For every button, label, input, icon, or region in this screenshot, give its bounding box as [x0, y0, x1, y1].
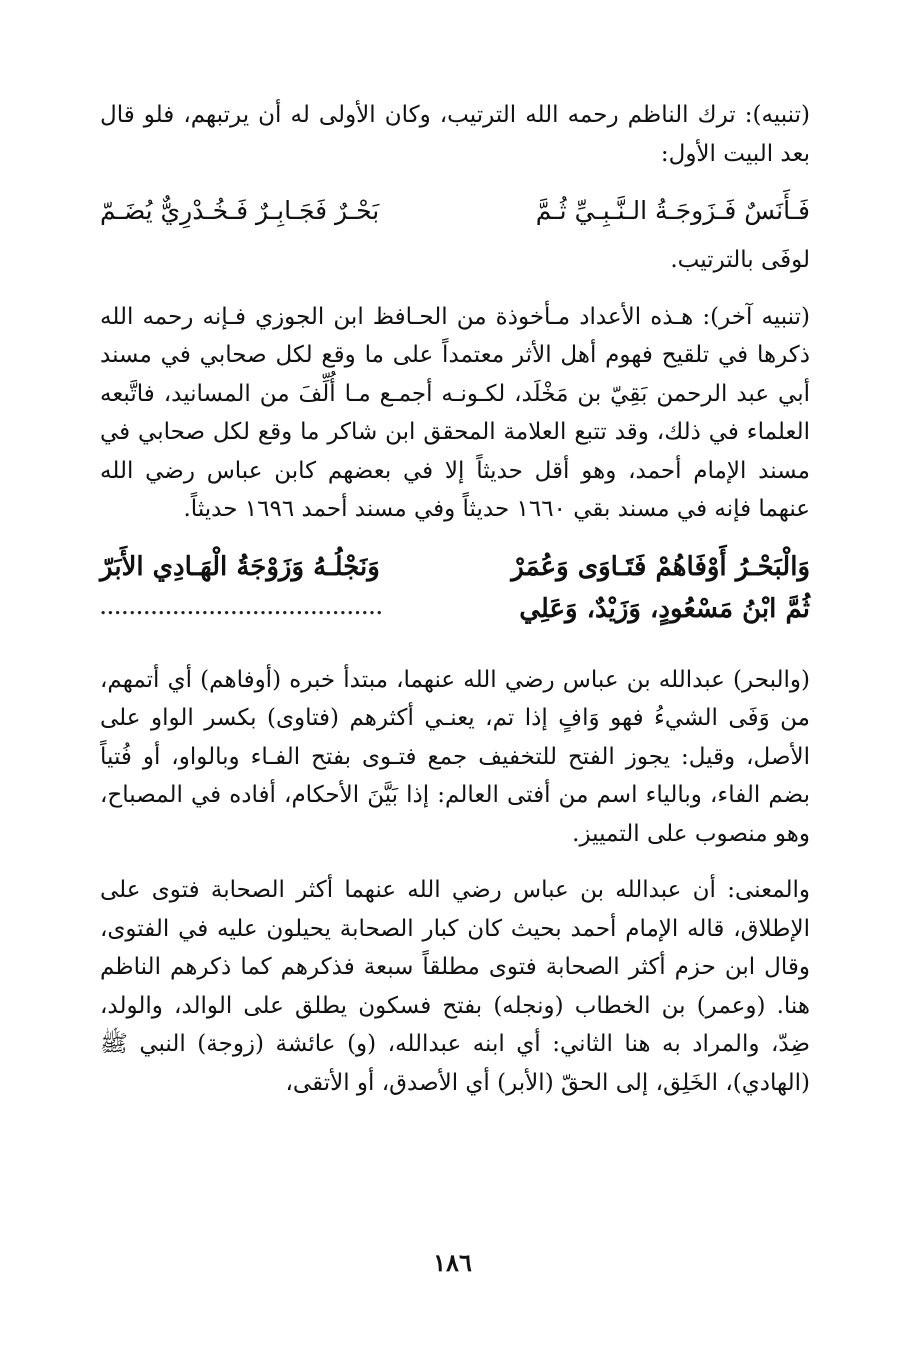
- poem-first-hemistich: وَالْبَحْـرُ أَوْفَاهُمْ فَتَـاوَى وَعُمَرْ: [511, 551, 810, 582]
- page-body: [100, 96, 810, 1120]
- poem-verse-line-2: [100, 587, 810, 631]
- second-note-paragraph: (تنبيه آخر): هـذه الأعداد مـأخوذة من الحـافظ ابن الجوزي فـإنه رحمه الله ذكرها في تلقيح فهوم أهل الأثر معتمداً على ما وقع لكل صحابي في مسند أبي عبد الرحمن بَقِيّ بن مَخْلَد، لكـونـه أجمـع مـا أُلِّفَ من المسانيد، فاتَّبعه العلماء في ذلك، وقد تتبع العلامة المحقق ابن شاكر ما وقع لكل صحابي في مسند الإمام أحمد، وهو أقل حديثاً إلا في بعضهم كابن عباس رضي الله عنهما فإنه في مسند بقي ١٦٦٠ حديثاً وفي مسند أحمد ١٦٩٦ حديثاً.: [100, 303, 810, 522]
- note-conclusion: لوفَى بالترتيب.: [670, 247, 810, 273]
- verse-first-hemistich: فَـأَنَسٌ فَـزَوجَـةُ الـنَّـبِـيِّ ثُـمَّ: [535, 196, 810, 225]
- verse-second-hemistich: بَحْـرٌ فَجَـابِـرٌ فَـخُـدْرِيٌّ يُضَـمّ: [100, 196, 380, 225]
- verse-line: [100, 191, 810, 231]
- note-paragraph: (تنبيه): ترك الناظم رحمه الله الترتيب، وكان الأولى له أن يرتبهم، فلو قال بعد البيت الأول:: [100, 102, 810, 167]
- meaning-paragraph: والمعنى: أن عبدالله بن عباس رضي الله عنهما أكثر الصحابة فتوى على الإطلاق، قاله الإمام أحمد بحيث كان كبار الصحابة يحيلون عليه في الفتوى، وقال ابن حزم أكثر الصحابة فتوى مطلقاً سبعة فذكرهم كما ذكرهم الناظم هنا. (وعمر) بن الخطاب (ونجله) بفتح فسكون يطلق على الوالد، والولد، ضِدّ، والمراد به هنا الثاني: أي ابنه عبدالله، (و) عائشة (زوجة) النبي ﷺ (الهادي)، الخَلِق، إلى الحقّ (الأبر) أي الأصدق، أو الأتقى،: [100, 877, 810, 1096]
- page-number: ١٨٦: [433, 1248, 472, 1277]
- poem-second-hemistich: وَنَجْلُـهُ وَزَوْجَةُ الْهَـادِي الأَبَرّ: [100, 551, 380, 582]
- poem-verse-line: [100, 547, 810, 587]
- commentary-paragraph: (والبحر) عبدالله بن عباس رضي الله عنهما، مبتدأ خبره (أوفاهم) أي أتمهم، من وَفَى الشيءُ فهو وَافٍ إذا تم، يعنـي أكثرهم (فتاوى) بكسر الواو على الأصل، وقيل: يجوز الفتح للتخفيف جمع فتـوى بفتح الفـاء وبالواو، أو فُتياً بضم الفاء، وبالياء اسم من أفتى العالم: إذا بَيَّنَ الأحكام، أفاده في المصباح، وهو منصوب على التمييز.: [100, 666, 810, 847]
- poem-continuation-dots: .......................................: [100, 597, 384, 619]
- poem-third-hemistich: ثُمَّ ابْنُ مَسْعُودٍ، وَزَيْدٌ، وَعَلِي: [519, 593, 810, 624]
